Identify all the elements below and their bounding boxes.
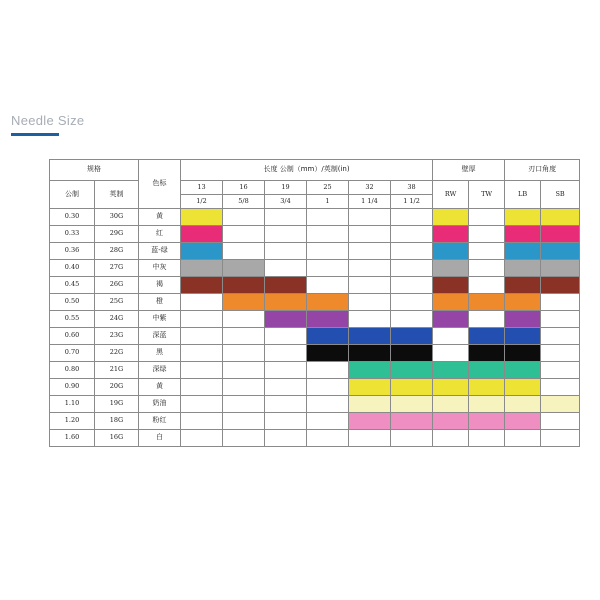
length-25-swatch — [307, 294, 349, 311]
bevel-sb-swatch — [541, 413, 580, 430]
gauge-cell: 21G — [95, 362, 139, 379]
length-16-swatch — [223, 396, 265, 413]
length-25-swatch — [307, 413, 349, 430]
length-16-swatch — [223, 379, 265, 396]
length-32-swatch — [349, 277, 391, 294]
bevel-sb-swatch — [541, 294, 580, 311]
bevel-sb-header: SB — [541, 181, 580, 209]
table-row — [50, 311, 580, 328]
length-mm-16: 16 — [223, 181, 265, 195]
needle-size-table — [49, 159, 580, 447]
gauge-cell: 30G — [95, 209, 139, 226]
bevel-lb-swatch — [505, 260, 541, 277]
gauge-cell: 24G — [95, 311, 139, 328]
metric-cell: 1.20 — [50, 413, 95, 430]
length-13-swatch — [181, 311, 223, 328]
metric-cell: 0.80 — [50, 362, 95, 379]
gauge-cell: 28G — [95, 243, 139, 260]
length-38-swatch — [391, 362, 433, 379]
length-16-swatch — [223, 294, 265, 311]
bevel-lb-swatch — [505, 396, 541, 413]
color-name-cell: 白 — [139, 430, 181, 447]
length-38-swatch — [391, 396, 433, 413]
wall-rw-swatch — [433, 243, 469, 260]
length-32-swatch — [349, 345, 391, 362]
metric-cell: 0.55 — [50, 311, 95, 328]
wall-tw-swatch — [469, 362, 505, 379]
wall-tw-swatch — [469, 328, 505, 345]
length-13-swatch — [181, 430, 223, 447]
wall-tw-swatch — [469, 430, 505, 447]
wall-tw-swatch — [469, 260, 505, 277]
wall-tw-swatch — [469, 226, 505, 243]
length-16-swatch — [223, 311, 265, 328]
table-row — [50, 277, 580, 294]
length-19-swatch — [265, 209, 307, 226]
length-38-swatch — [391, 226, 433, 243]
bevel-sb-swatch — [541, 226, 580, 243]
gauge-cell: 19G — [95, 396, 139, 413]
length-32-swatch — [349, 328, 391, 345]
bevel-sb-swatch — [541, 277, 580, 294]
wall-tw-swatch — [469, 209, 505, 226]
wall-rw-swatch — [433, 311, 469, 328]
length-38-swatch — [391, 209, 433, 226]
length-19-swatch — [265, 379, 307, 396]
table-row — [50, 430, 580, 447]
length-13-swatch — [181, 396, 223, 413]
gauge-cell: 27G — [95, 260, 139, 277]
length-19-swatch — [265, 226, 307, 243]
gauge-cell: 22G — [95, 345, 139, 362]
length-38-swatch — [391, 243, 433, 260]
length-in-32: 1 1/4 — [349, 195, 391, 209]
color-name-cell: 中灰 — [139, 260, 181, 277]
bevel-lb-swatch — [505, 362, 541, 379]
bevel-lb-swatch — [505, 294, 541, 311]
color-name-cell: 深蓝 — [139, 328, 181, 345]
length-19-swatch — [265, 277, 307, 294]
wall-rw-swatch — [433, 226, 469, 243]
bevel-lb-swatch — [505, 209, 541, 226]
color-name-cell: 粉红 — [139, 413, 181, 430]
metric-cell: 0.60 — [50, 328, 95, 345]
length-13-swatch — [181, 209, 223, 226]
wall-header: 壁厚 — [433, 160, 505, 181]
length-32-swatch — [349, 226, 391, 243]
color-name-cell: 奶油 — [139, 396, 181, 413]
wall-tw-swatch — [469, 345, 505, 362]
metric-cell: 0.30 — [50, 209, 95, 226]
length-mm-19: 19 — [265, 181, 307, 195]
table-row — [50, 209, 580, 226]
wall-tw-swatch — [469, 379, 505, 396]
gauge-cell: 23G — [95, 328, 139, 345]
length-38-swatch — [391, 379, 433, 396]
length-25-swatch — [307, 430, 349, 447]
length-25-swatch — [307, 328, 349, 345]
length-38-swatch — [391, 294, 433, 311]
length-16-swatch — [223, 413, 265, 430]
length-38-swatch — [391, 260, 433, 277]
bevel-sb-swatch — [541, 362, 580, 379]
bevel-lb-swatch — [505, 413, 541, 430]
length-25-swatch — [307, 396, 349, 413]
bevel-lb-swatch — [505, 379, 541, 396]
color-name-cell: 黄 — [139, 209, 181, 226]
length-25-swatch — [307, 243, 349, 260]
length-16-swatch — [223, 345, 265, 362]
length-19-swatch — [265, 311, 307, 328]
length-16-swatch — [223, 277, 265, 294]
wall-tw-swatch — [469, 294, 505, 311]
length-25-swatch — [307, 379, 349, 396]
length-13-swatch — [181, 328, 223, 345]
metric-cell: 0.90 — [50, 379, 95, 396]
color-name-cell: 橙 — [139, 294, 181, 311]
color-code-header: 色标 — [139, 160, 181, 209]
table-row — [50, 226, 580, 243]
length-16-swatch — [223, 430, 265, 447]
color-name-cell: 红 — [139, 226, 181, 243]
length-32-swatch — [349, 311, 391, 328]
length-in-13: 1/2 — [181, 195, 223, 209]
length-header: 长度 公制（mm）/英制(in) — [181, 160, 433, 181]
wall-rw-swatch — [433, 277, 469, 294]
length-13-swatch — [181, 243, 223, 260]
length-25-swatch — [307, 209, 349, 226]
metric-cell: 0.36 — [50, 243, 95, 260]
gauge-header: 英制 — [95, 181, 139, 209]
table-row — [50, 294, 580, 311]
wall-rw-swatch — [433, 209, 469, 226]
length-32-swatch — [349, 396, 391, 413]
metric-cell: 0.70 — [50, 345, 95, 362]
metric-cell: 1.60 — [50, 430, 95, 447]
length-in-25: 1 — [307, 195, 349, 209]
gauge-cell: 25G — [95, 294, 139, 311]
metric-cell: 0.40 — [50, 260, 95, 277]
table-row — [50, 413, 580, 430]
wall-tw-swatch — [469, 396, 505, 413]
gauge-cell: 26G — [95, 277, 139, 294]
length-16-swatch — [223, 260, 265, 277]
length-19-swatch — [265, 413, 307, 430]
bevel-sb-swatch — [541, 345, 580, 362]
length-32-swatch — [349, 362, 391, 379]
length-19-swatch — [265, 396, 307, 413]
length-25-swatch — [307, 277, 349, 294]
wall-rw-swatch — [433, 413, 469, 430]
length-25-swatch — [307, 260, 349, 277]
length-13-swatch — [181, 277, 223, 294]
wall-rw-swatch — [433, 345, 469, 362]
length-in-19: 3/4 — [265, 195, 307, 209]
length-13-swatch — [181, 413, 223, 430]
length-mm-13: 13 — [181, 181, 223, 195]
bevel-sb-swatch — [541, 379, 580, 396]
length-19-swatch — [265, 328, 307, 345]
length-in-38: 1 1/2 — [391, 195, 433, 209]
length-32-swatch — [349, 379, 391, 396]
length-25-swatch — [307, 362, 349, 379]
length-32-swatch — [349, 294, 391, 311]
color-name-cell: 黄 — [139, 379, 181, 396]
gauge-cell: 18G — [95, 413, 139, 430]
length-38-swatch — [391, 345, 433, 362]
wall-tw-swatch — [469, 311, 505, 328]
bevel-lb-swatch — [505, 345, 541, 362]
wall-rw-swatch — [433, 260, 469, 277]
length-mm-38: 38 — [391, 181, 433, 195]
color-name-cell: 深绿 — [139, 362, 181, 379]
bevel-lb-swatch — [505, 243, 541, 260]
bevel-sb-swatch — [541, 430, 580, 447]
bevel-sb-swatch — [541, 209, 580, 226]
color-name-cell: 褐 — [139, 277, 181, 294]
length-13-swatch — [181, 345, 223, 362]
length-16-swatch — [223, 226, 265, 243]
heading-underline — [11, 133, 59, 136]
wall-tw-header: TW — [469, 181, 505, 209]
length-32-swatch — [349, 413, 391, 430]
length-13-swatch — [181, 379, 223, 396]
bevel-header: 刃口角度 — [505, 160, 580, 181]
length-19-swatch — [265, 260, 307, 277]
length-19-swatch — [265, 243, 307, 260]
length-38-swatch — [391, 328, 433, 345]
length-38-swatch — [391, 413, 433, 430]
length-16-swatch — [223, 209, 265, 226]
table-row — [50, 260, 580, 277]
length-16-swatch — [223, 243, 265, 260]
length-38-swatch — [391, 277, 433, 294]
bevel-lb-swatch — [505, 328, 541, 345]
table-row — [50, 328, 580, 345]
length-13-swatch — [181, 260, 223, 277]
length-16-swatch — [223, 328, 265, 345]
wall-rw-swatch — [433, 328, 469, 345]
length-16-swatch — [223, 362, 265, 379]
metric-cell: 0.50 — [50, 294, 95, 311]
length-25-swatch — [307, 226, 349, 243]
gauge-cell: 16G — [95, 430, 139, 447]
bevel-sb-swatch — [541, 396, 580, 413]
color-name-cell: 蓝-绿 — [139, 243, 181, 260]
metric-cell: 0.33 — [50, 226, 95, 243]
wall-rw-swatch — [433, 294, 469, 311]
metric-cell: 0.45 — [50, 277, 95, 294]
length-mm-32: 32 — [349, 181, 391, 195]
table-row — [50, 345, 580, 362]
wall-tw-swatch — [469, 277, 505, 294]
length-38-swatch — [391, 311, 433, 328]
bevel-sb-swatch — [541, 328, 580, 345]
bevel-lb-swatch — [505, 311, 541, 328]
wall-rw-header: RW — [433, 181, 469, 209]
length-19-swatch — [265, 345, 307, 362]
length-in-16: 5/8 — [223, 195, 265, 209]
metric-header: 公制 — [50, 181, 95, 209]
gauge-cell: 29G — [95, 226, 139, 243]
length-13-swatch — [181, 226, 223, 243]
table-row — [50, 243, 580, 260]
length-25-swatch — [307, 345, 349, 362]
page-heading: Needle Size — [11, 113, 85, 128]
length-32-swatch — [349, 430, 391, 447]
length-38-swatch — [391, 430, 433, 447]
wall-rw-swatch — [433, 379, 469, 396]
table-row — [50, 379, 580, 396]
length-mm-25: 25 — [307, 181, 349, 195]
color-name-cell: 黑 — [139, 345, 181, 362]
bevel-sb-swatch — [541, 311, 580, 328]
table-row — [50, 396, 580, 413]
wall-tw-swatch — [469, 413, 505, 430]
length-32-swatch — [349, 243, 391, 260]
gauge-cell: 20G — [95, 379, 139, 396]
bevel-sb-swatch — [541, 260, 580, 277]
color-name-cell: 中紫 — [139, 311, 181, 328]
length-13-swatch — [181, 294, 223, 311]
bevel-sb-swatch — [541, 243, 580, 260]
length-25-swatch — [307, 311, 349, 328]
metric-cell: 1.10 — [50, 396, 95, 413]
length-32-swatch — [349, 209, 391, 226]
length-19-swatch — [265, 430, 307, 447]
wall-rw-swatch — [433, 396, 469, 413]
bevel-lb-swatch — [505, 430, 541, 447]
bevel-lb-swatch — [505, 226, 541, 243]
wall-rw-swatch — [433, 430, 469, 447]
wall-rw-swatch — [433, 362, 469, 379]
length-13-swatch — [181, 362, 223, 379]
wall-tw-swatch — [469, 243, 505, 260]
length-19-swatch — [265, 294, 307, 311]
spec-header: 规格 — [50, 160, 139, 181]
table-row — [50, 362, 580, 379]
length-19-swatch — [265, 362, 307, 379]
bevel-lb-swatch — [505, 277, 541, 294]
length-32-swatch — [349, 260, 391, 277]
bevel-lb-header: LB — [505, 181, 541, 209]
